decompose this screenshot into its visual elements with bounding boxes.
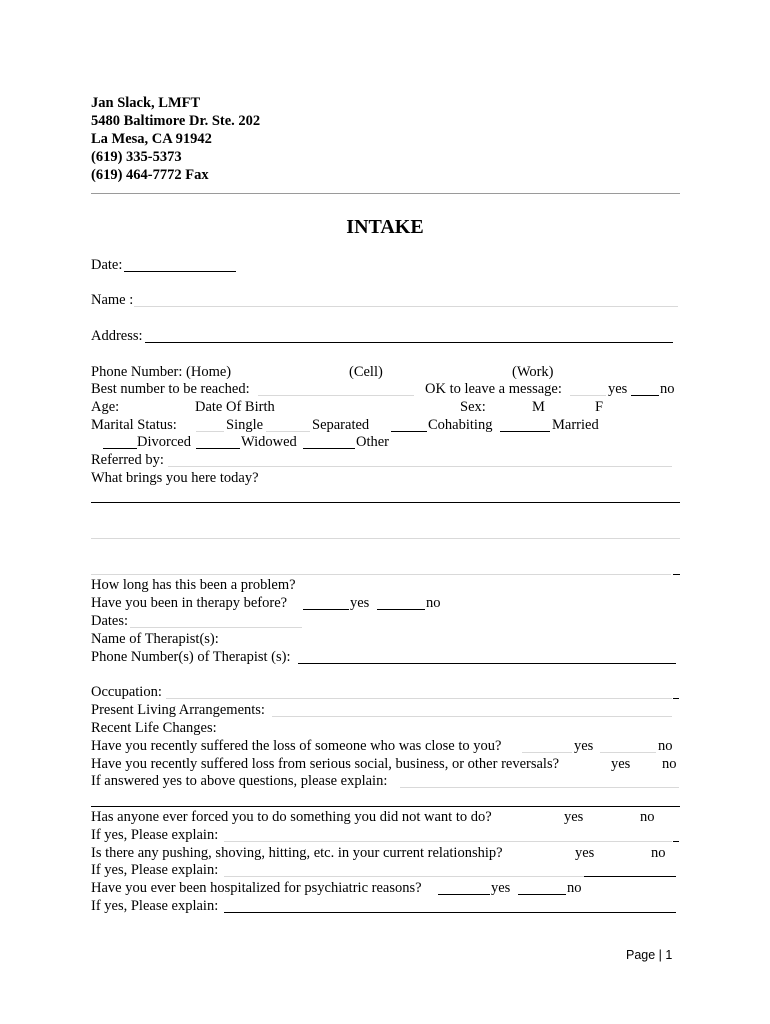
practice-phone: (619) 335-5373 — [91, 149, 182, 165]
pushing-no: no — [651, 845, 666, 861]
hospitalized-yes-blank[interactable] — [438, 894, 490, 895]
marital-label: Marital Status: — [91, 417, 177, 433]
separated-blank[interactable] — [266, 431, 310, 432]
single-option: Single — [226, 417, 264, 433]
divorced-blank[interactable] — [103, 448, 137, 449]
dates-label: Dates: — [91, 613, 129, 629]
dates-field[interactable] — [130, 627, 302, 628]
pushing-yes: yes — [575, 845, 595, 861]
loss-someone-no: no — [658, 738, 673, 754]
ok-message-label: OK to leave a message: — [425, 381, 562, 397]
loss-someone-question: Have you recently suffered the loss of someone who was close to you? — [91, 738, 502, 754]
occupation-field-end — [673, 698, 679, 699]
practitioner-name: Jan Slack, LMFT — [91, 95, 201, 111]
name-field[interactable] — [134, 306, 678, 307]
date-label: Date: — [91, 257, 123, 273]
practice-address-line2: La Mesa, CA 91942 — [91, 131, 212, 147]
brings-line-2[interactable] — [91, 538, 680, 539]
loss-serious-yes: yes — [611, 756, 631, 772]
pushing-explain-field[interactable] — [224, 876, 584, 877]
ok-message-no: no — [660, 381, 675, 397]
therapy-before-label: Have you been in therapy before? — [91, 595, 288, 611]
hospitalized-question: Have you ever been hospitalized for psychiatric reasons? — [91, 880, 422, 896]
divorced-option: Divorced — [137, 434, 191, 450]
loss-someone-no-blank[interactable] — [600, 752, 656, 753]
name-label: Name : — [91, 292, 134, 308]
best-number-label: Best number to be reached: — [91, 381, 250, 397]
married-blank[interactable] — [500, 431, 550, 432]
therapist-phone-field[interactable] — [298, 663, 676, 664]
hospitalized-explain-field[interactable] — [224, 912, 676, 913]
forced-question: Has anyone ever forced you to do something you did not want to do? — [91, 809, 492, 825]
therapist-phone-label: Phone Number(s) of Therapist (s): — [91, 649, 291, 665]
hospitalized-no-blank[interactable] — [518, 894, 566, 895]
pushing-explain-field-end[interactable] — [584, 876, 676, 877]
ok-message-yes-blank[interactable] — [570, 395, 606, 396]
best-number-field[interactable] — [258, 395, 414, 396]
ok-message-no-blank[interactable] — [631, 395, 659, 396]
loss-someone-yes-blank[interactable] — [522, 752, 572, 753]
single-blank[interactable] — [196, 431, 224, 432]
forced-explain-label: If yes, Please explain: — [91, 827, 219, 843]
forced-explain-end — [673, 841, 679, 842]
sex-label: Sex: — [460, 399, 486, 415]
brings-label: What brings you here today? — [91, 470, 259, 486]
widowed-blank[interactable] — [196, 448, 240, 449]
widowed-option: Widowed — [241, 434, 297, 450]
referred-field[interactable] — [168, 466, 672, 467]
page-number: Page | 1 — [626, 948, 673, 962]
date-field[interactable] — [124, 271, 236, 272]
dob-label: Date Of Birth — [195, 399, 275, 415]
explain-above-label: If answered yes to above questions, please explain: — [91, 773, 388, 789]
pushing-explain-label: If yes, Please explain: — [91, 862, 219, 878]
referred-label: Referred by: — [91, 452, 164, 468]
explain-above-line-2[interactable] — [91, 806, 680, 807]
brings-line-3[interactable] — [91, 574, 671, 575]
address-label: Address: — [91, 328, 143, 344]
sex-f-option[interactable]: F — [595, 399, 604, 415]
phone-work-label: (Work) — [512, 364, 554, 380]
age-label: Age: — [91, 399, 120, 415]
other-blank[interactable] — [303, 448, 355, 449]
hospitalized-no: no — [567, 880, 582, 896]
life-changes-label: Recent Life Changes: — [91, 720, 217, 736]
phone-home-label: Phone Number: (Home) — [91, 364, 232, 380]
hospitalized-explain-label: If yes, Please explain: — [91, 898, 219, 914]
forced-no: no — [640, 809, 655, 825]
forced-explain-field[interactable] — [224, 841, 672, 842]
forced-yes: yes — [564, 809, 584, 825]
brings-line-3-end — [673, 574, 680, 575]
brings-line-1[interactable] — [91, 502, 680, 503]
other-option: Other — [356, 434, 390, 450]
occupation-label: Occupation: — [91, 684, 162, 700]
living-label: Present Living Arrangements: — [91, 702, 265, 718]
therapy-before-yes-blank[interactable] — [303, 609, 349, 610]
address-field[interactable] — [145, 342, 673, 343]
pushing-question: Is there any pushing, shoving, hitting, etc. in your current relationship? — [91, 845, 503, 861]
loss-someone-yes: yes — [574, 738, 594, 754]
form-title: INTAKE — [346, 216, 424, 238]
therapy-before-no: no — [426, 595, 441, 611]
explain-above-field[interactable] — [400, 787, 679, 788]
how-long-label: How long has this been a problem? — [91, 577, 296, 593]
header-divider — [91, 193, 680, 194]
phone-cell-label: (Cell) — [349, 364, 383, 380]
cohabiting-blank[interactable] — [391, 431, 427, 432]
ok-message-yes: yes — [608, 381, 628, 397]
living-field[interactable] — [272, 716, 672, 717]
occupation-field[interactable] — [166, 698, 672, 699]
therapy-before-no-blank[interactable] — [377, 609, 425, 610]
loss-serious-question: Have you recently suffered loss from serious social, business, or other reversals? — [91, 756, 560, 772]
practice-fax: (619) 464-7772 Fax — [91, 167, 209, 183]
practice-address-line1: 5480 Baltimore Dr. Ste. 202 — [91, 113, 261, 129]
therapy-before-yes: yes — [350, 595, 370, 611]
sex-m-option[interactable]: M — [532, 399, 545, 415]
married-option: Married — [552, 417, 599, 433]
therapist-name-label: Name of Therapist(s): — [91, 631, 219, 647]
separated-option: Separated — [312, 417, 370, 433]
cohabiting-option: Cohabiting — [428, 417, 493, 433]
loss-serious-no: no — [662, 756, 677, 772]
hospitalized-yes: yes — [491, 880, 511, 896]
